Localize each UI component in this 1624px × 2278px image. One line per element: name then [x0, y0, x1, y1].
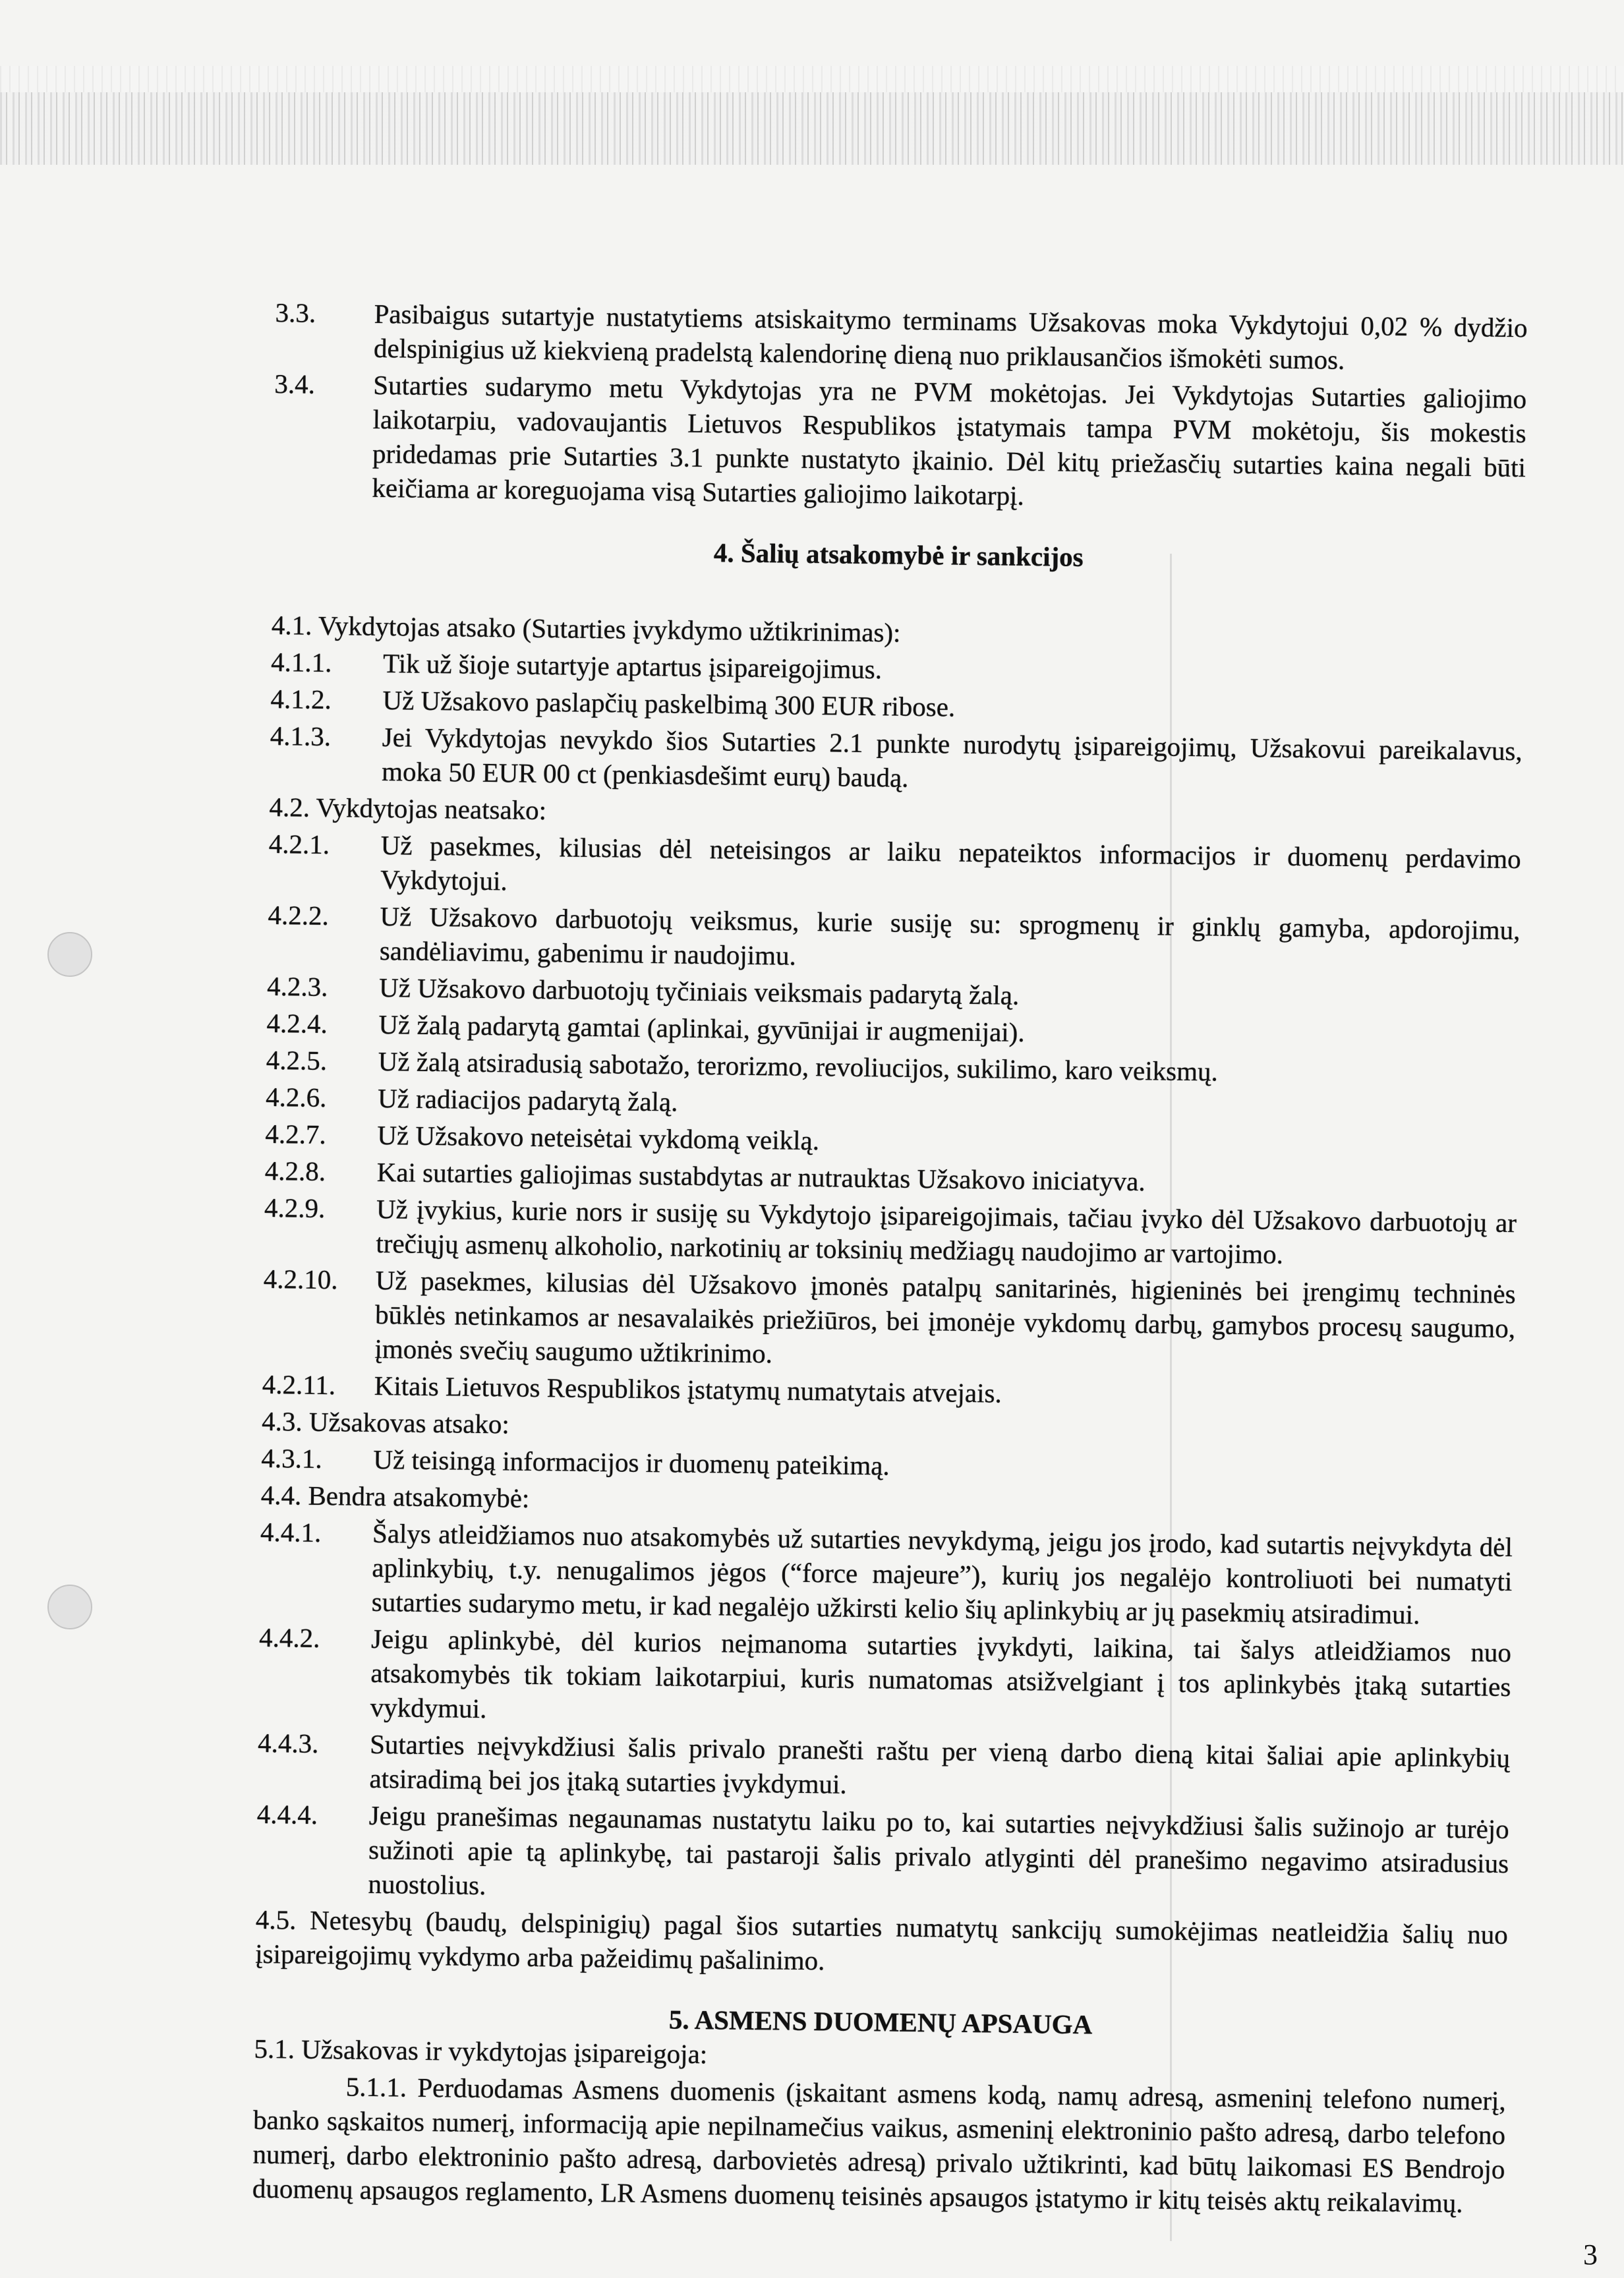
clause-text: Kai sutarties galiojimas sustabdytas ar nutrauktas Užsakovo iniciatyva. [376, 1156, 1146, 1197]
clause-4-4-1 [259, 1515, 1513, 1633]
clause-4-4-4 [256, 1797, 1509, 1915]
clause-number: 4.4.4. [256, 1798, 318, 1830]
scan-artifact-band [0, 92, 1624, 165]
clause-text: Kitais Lietuvos Respublikos įstatymų numatytais atvejais. [374, 1370, 1002, 1409]
section-4-heading: 4. Šalių atsakomybė ir sankcijos [713, 537, 1084, 573]
clause-text: Jei Vykdytojas nevykdo šios Sutarties 2.1 punkte nurodytų įsipareigojimų, Užsakovui pareikalavus, moka 50 EUR 00 ct (penkiasdešimt eurų) baudą. [381, 722, 1522, 793]
clause-number: 4.1.3. [270, 720, 332, 752]
clause-number: 4.2.6. [265, 1081, 327, 1113]
clause-text: Už žalą padarytą gamtai (aplinkai, gyvūnijai ir augmenijai). [378, 1008, 1025, 1047]
clause-number: 3.4. [274, 368, 316, 399]
clause-4-2: 4.2. Vykdytojas neatsako: [269, 791, 547, 826]
clause-number: 4.2.7. [265, 1118, 326, 1150]
clause-4-3: 4.3. Užsakovas atsako: [261, 1405, 510, 1440]
clause-text: Tik už šioje sutartyje aptartus įsipareigojimus. [382, 648, 883, 685]
clause-text: Už radiacijos padarytą žalą. [377, 1082, 678, 1117]
clause-text: Už Užsakovo paslapčių paskelbimą 300 EUR ribose. [382, 685, 956, 722]
clause-4-1: 4.1. Vykdytojas atsako (Sutarties įvykdymo užtikrinimas): [271, 609, 901, 648]
clause-text: Už pasekmes, kilusias dėl Užsakovo įmonės patalpų sanitarinės, higieninės bei įrengimų techninės būklės netinkamos ar nesavalaikės priežiūros, bei įmonėje vykdomų darbų, gamybos procesų saugumo, įmonės svečių saugumo užtikrinimo. [374, 1264, 1516, 1369]
clause-number: 4.4.2. [258, 1621, 320, 1653]
clause-text: Už pasekmes, kilusias dėl neteisingos ar laiku nepateiktos informacijos ir duomenų perdavimo Vykdytojui. [380, 830, 1521, 896]
clause-number: 4.2.3. [266, 970, 328, 1003]
clause-number: 4.2.1. [268, 828, 330, 860]
clause-number: 4.3.1. [261, 1442, 322, 1474]
clause-5-1-1: 5.1.1. Perduodamas Asmens duomenis (įskaitant asmens kodą, namų adresą, asmeninį telefono numerį, banko sąskaitos numerį, informaciją apie nepilnamečius vaikus, asmeninį elektroninio pašto adresą, darbo telefono numerį, darbo elektroninio pašto adresą, darbovietės adresą) privalo užtikrinti, kad būtų laikomasi ES Bendrojo duomenų apsaugos reglamento, LR Asmens duomenų teisinės apsaugos įstatymo ir kitų teisės aktų reikalavimų. [252, 2071, 1506, 2219]
clause-number: 4.2.8. [264, 1155, 326, 1187]
clause-text: Jeigu pranešimas negaunamas nustatytu laiku po to, kai sutarties neįvykdžiusi šalis sužinojo ar turėjo sužinoti apie tą aplinkybę, tai pastaroji šalis privalo atlyginti dėl pranešimo negavimo atsiradusius nuostolius. [368, 1799, 1509, 1901]
clause-4-4-2 [258, 1620, 1512, 1738]
clause-4-4-3 [257, 1726, 1510, 1809]
punch-hole-bottom [47, 1585, 92, 1629]
clause-4-5: 4.5. Netesybų (baudų, delspinigių) pagal šios sutarties numatytų sankcijų sumokėjimas neatleidžia šalių nuo įsipareigojimų vykdymo arba pažeidimų pašalinimo. [254, 1904, 1509, 1976]
clause-text: Už Užsakovo darbuotojų tyčiniais veiksmais padarytą žalą. [378, 972, 1020, 1010]
clause-text: Sutarties neįvykdžiusi šalis privalo pranešti raštu per vieną darbo dieną kitai šaliai apie aplinkybių atsiradimą bei jos įtaką sutarties įvykdymui. [369, 1728, 1511, 1799]
clause-text: Šalys atleidžiamos nuo atsakomybės už sutarties nevykdymą, jeigu jos įrodo, kad sutartis neįvykdyta dėl aplinkybių, t.y. nenugalimos jėgos (“force majeure”), kurių jos negalėjo kontroliuoti bei numatyti sutarties sudarymo metu, ir kad negalėjo užkirsti kelio šių aplinkybių ar jų pasekmių atsiradimui. [371, 1517, 1513, 1630]
clause-3-4 [273, 366, 1526, 519]
clause-text: Už Užsakovo darbuotojų veiksmus, kurie susiję su: sprogmenų ir ginklų gamyba, apdorojimu, sandėliavimu, gabenimu ir naudojimu. [379, 901, 1521, 971]
clause-4-2-9 [264, 1190, 1517, 1274]
clause-number: 4.1.2. [270, 683, 332, 715]
clause-number: 4.2.4. [266, 1007, 328, 1039]
section-5-heading: 5. ASMENS DUOMENŲ APSAUGA [668, 2004, 1093, 2040]
clause-number: 4.2.11. [262, 1368, 336, 1401]
clause-text: Už įvykius, kurie nors ir susiję su Vykdytojo įsipareigojimais, tačiau įvyko dėl Užsakovo darbuotojų ar trečiųjų asmenų alkoholio, narkotinių ar toksinių medžiagų naudojimo ar vartojimo. [376, 1193, 1517, 1270]
clause-4-1-3 [270, 718, 1522, 802]
clause-text: Už Užsakovo neteisėtai vykdomą veiklą. [377, 1119, 820, 1156]
clause-4-4: 4.4. Bendra atsakomybė: [260, 1479, 530, 1513]
clause-number: 4.2.9. [264, 1192, 326, 1224]
clause-4-2-10 [262, 1262, 1516, 1380]
clause-number: 4.1.1. [270, 646, 332, 678]
page-number: 3 [1583, 2238, 1598, 2271]
clause-5-1: 5.1. Užsakovas ir vykdytojas įsipareigoja: [254, 2033, 708, 2070]
clause-number: 4.2.2. [268, 899, 330, 931]
punch-hole-top [47, 932, 92, 977]
clause-number: 3.3. [275, 297, 316, 328]
clause-text: Pasibaigus sutartyje nustatytiems atsiskaitymo terminams Užsakovas moka Vykdytojui 0,02 % dydžio delspinigius už kiekvieną pradelstą kalendorinę dieną nuo priklausančios išmokėti sumos. [373, 298, 1528, 375]
clause-4-2-1 [268, 827, 1521, 910]
clause-number: 4.4.1. [260, 1516, 322, 1548]
clause-number: 4.2.5. [266, 1044, 328, 1076]
clause-number: 4.4.3. [257, 1727, 319, 1759]
clause-text: Už žalą atsiradusią sabotažo, terorizmo, revoliucijos, sukilimo, karo veiksmų. [378, 1045, 1219, 1087]
clause-text: Jeigu aplinkybė, dėl kurios neįmanoma sutarties įvykdyti, laikina, tai šalys atleidžiamos nuo atsakomybės tik tokiam laikotarpiui, kuris numatomas atsižvelgiant į tos aplinkybės įtaką sutarties vykdymui. [370, 1623, 1512, 1724]
clause-4-2-2 [268, 898, 1521, 981]
clause-3-3 [275, 295, 1528, 379]
document-body [252, 295, 1528, 2221]
scan-artifact-top [0, 66, 1624, 92]
clause-number: 4.2.10. [263, 1263, 338, 1295]
clause-text: Sutarties sudarymo metu Vykdytojas yra ne PVM mokėtojas. Jei Vykdytojas Sutarties galiojimo laikotarpiu, vadovaujantis Lietuvos Respublikos įstatymais tampa PVM mokėtoju, šis mokestis pridedamas prie Sutarties 3.1 punkte nustatyto įkainio. Dėl kitų priežasčių sutarties kaina negali būti keičiama ar koreguojama visą Sutarties galiojimo laikotarpį. [372, 369, 1527, 511]
clause-text: Už teisingą informacijos ir duomenų pateikimą. [373, 1444, 890, 1481]
